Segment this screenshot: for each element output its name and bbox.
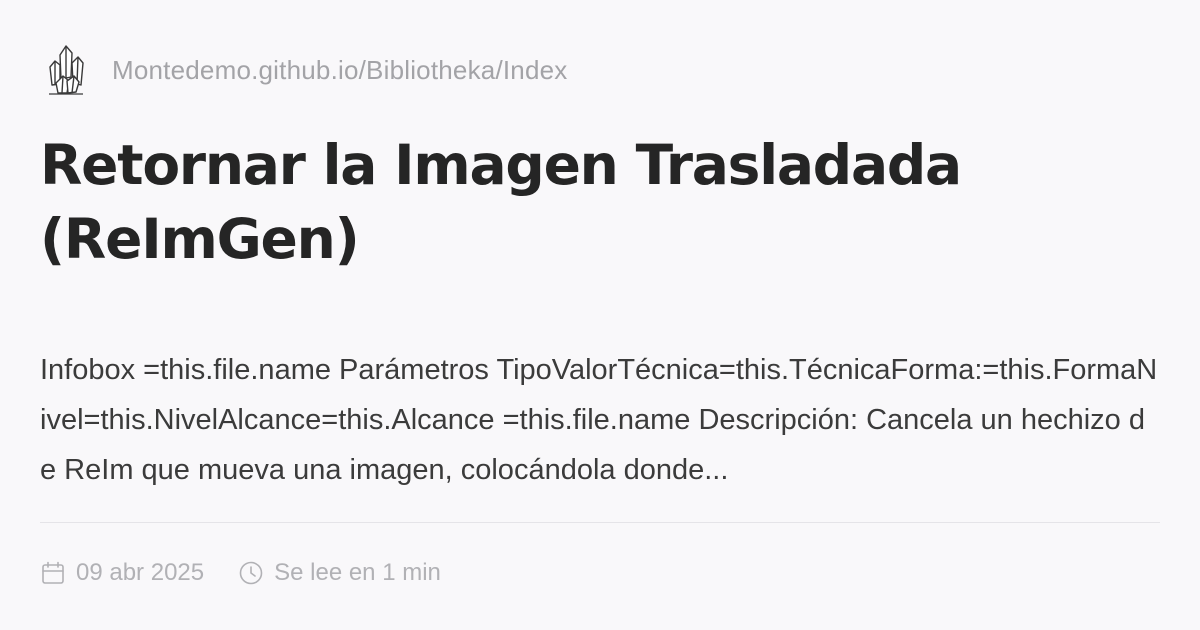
divider <box>40 522 1160 523</box>
reading-time-text: Se lee en 1 min <box>274 559 441 586</box>
publish-date-text: 09 abr 2025 <box>76 559 205 586</box>
share-card <box>40 40 1160 600</box>
clock-icon <box>238 560 264 586</box>
page-title: Retornar la Imagen Trasladada (ReImGen) <box>40 133 961 271</box>
crystal-cluster-icon <box>46 43 86 97</box>
publish-date <box>40 559 204 587</box>
article-excerpt: Infobox =this.file.name Parámetros TipoValorTécnica=this.TécnicaForma:=this.FormaNivel=this.NivelAlcance=this.Alcance =this.file.name Descripción: Cancela un hechizo de ReIm que mueva una imagen, colocándola donde... <box>40 354 1158 486</box>
site-header[interactable] <box>46 42 567 98</box>
calendar-icon <box>40 560 66 586</box>
site-url[interactable]: Montedemo.github.io/Bibliotheka/Index <box>112 54 568 85</box>
reading-time <box>238 559 441 587</box>
article-meta <box>40 556 441 590</box>
